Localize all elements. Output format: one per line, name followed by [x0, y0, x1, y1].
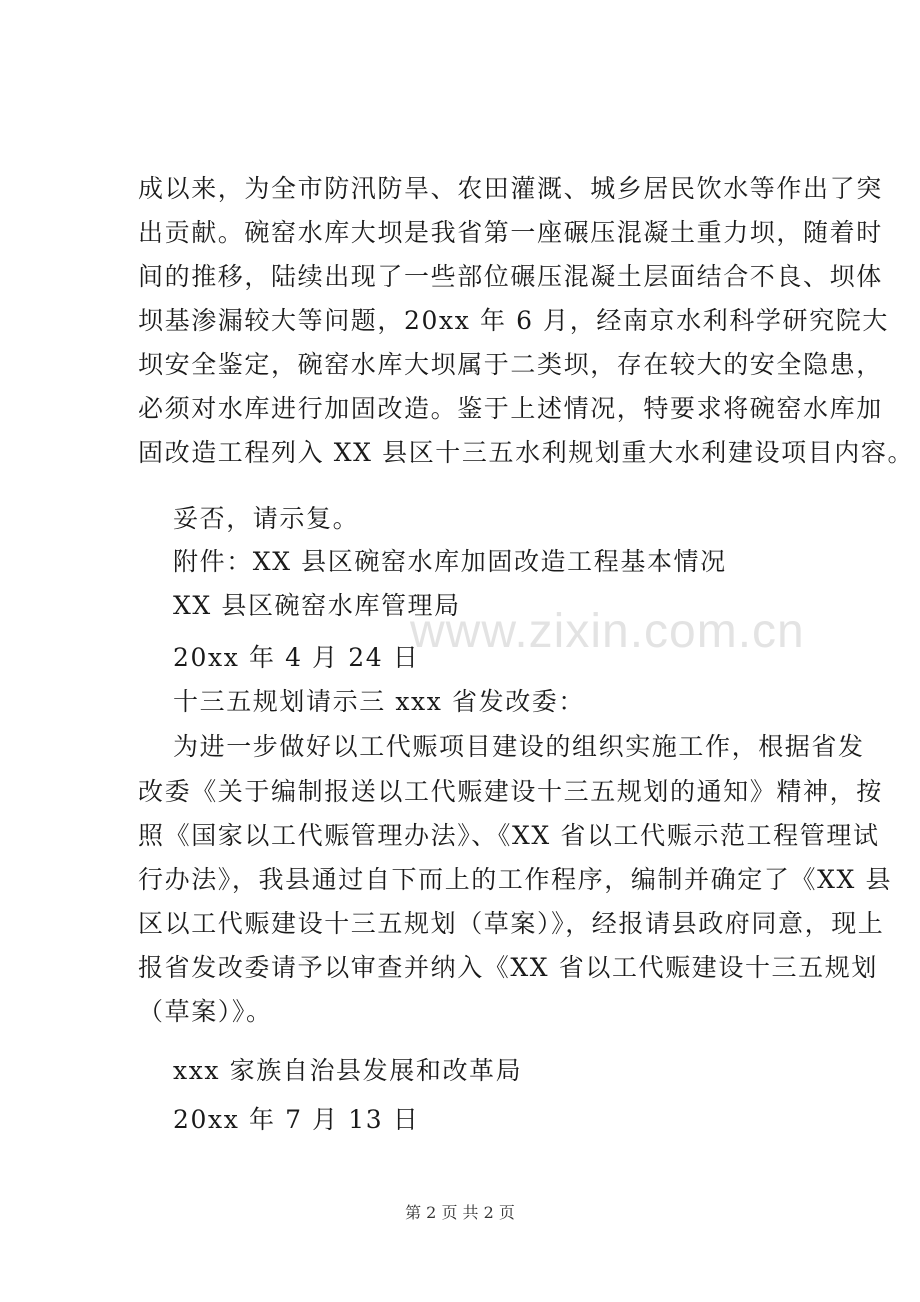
page-footer: 第 2 页 共 2 页	[405, 1203, 515, 1222]
body-text-line: 间的推移，陆续出现了一些部位碾压混凝土层面结合不良、坝体	[138, 262, 883, 291]
document-date: 20xx 年 7 月 13 日	[173, 1105, 420, 1134]
body-text-line: 必须对水库进行加固改造。鉴于上述情况，特要求将碗窑水库加	[138, 394, 883, 423]
body-text-line: 出贡献。碗窑水库大坝是我省第一座碾压混凝土重力坝，随着时	[138, 218, 883, 247]
body-text-line: 改委《关于编制报送以工代赈建设十三五规划的通知》精神，按	[138, 777, 883, 806]
body-text-line: 报省发改委请予以审查并纳入《XX 省以工代赈建设十三五规划	[138, 953, 878, 982]
sender-organization: xxx 家族自治县发展和改革局	[173, 1056, 523, 1085]
closing-request: 妥否，请示复。	[173, 504, 360, 533]
watermark: www.zixin.com.cn	[410, 605, 805, 658]
body-text-line: 固改造工程列入 XX 县区十三五水利规划重大水利建设项目内容。	[138, 438, 915, 467]
body-text-line: 为进一步做好以工代赈项目建设的组织实施工作，根据省发	[173, 732, 865, 761]
body-text-line: 行办法》，我县通过自下而上的工作程序，编制并确定了《XX 县	[138, 865, 893, 894]
body-text-line: 成以来，为全市防汛防旱、农田灌溉、城乡居民饮水等作出了突	[138, 174, 883, 203]
body-text-line: （草案）》。	[138, 997, 273, 1026]
body-text-line: 区以工代赈建设十三五规划（草案）》，经报请县政府同意，现上	[138, 909, 885, 938]
document-date: 20xx 年 4 月 24 日	[173, 643, 420, 672]
body-text-line: 照《国家以工代赈管理办法》、《XX 省以工代赈示范工程管理试	[138, 821, 880, 850]
sender-organization: XX 县区碗窑水库管理局	[173, 591, 461, 620]
attachment-note: 附件：XX 县区碗窑水库加固改造工程基本情况	[173, 547, 727, 576]
section-heading: 十三五规划请示三 xxx 省发改委：	[173, 687, 585, 716]
body-text-line: 坝安全鉴定，碗窑水库大坝属于二类坝，存在较大的安全隐患，	[138, 350, 883, 379]
body-text-line: 坝基渗漏较大等问题，20xx 年 6 月，经南京水利科学研究院大	[138, 306, 889, 335]
